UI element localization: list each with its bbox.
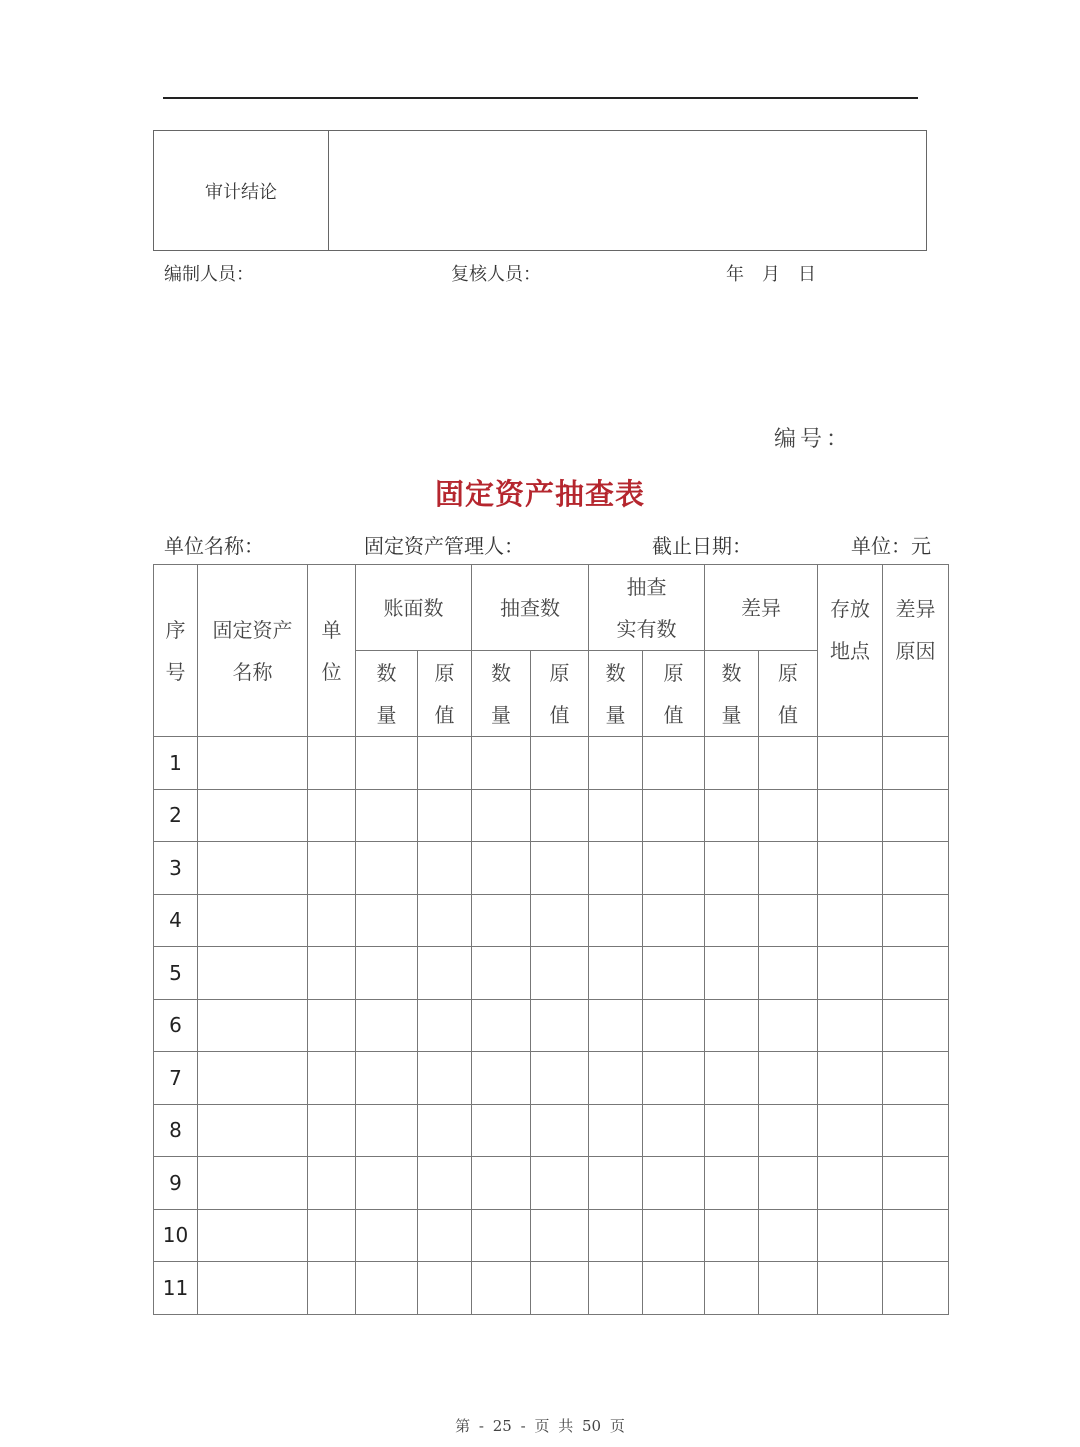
header-diff-reason: 差异 原因: [883, 565, 949, 737]
table-cell[interactable]: [705, 1104, 759, 1157]
table-cell[interactable]: [356, 1157, 418, 1210]
table-row: [154, 1262, 949, 1315]
table-cell[interactable]: [308, 1209, 356, 1262]
header-book: 账面数: [356, 565, 472, 651]
table-cell[interactable]: [883, 947, 949, 1000]
table-cell[interactable]: [472, 947, 531, 1000]
table-cell[interactable]: [705, 999, 759, 1052]
table-cell[interactable]: [198, 1262, 308, 1315]
table-cell[interactable]: [356, 737, 418, 790]
table-cell[interactable]: [589, 1157, 643, 1210]
table-cell[interactable]: [759, 737, 818, 790]
table-cell[interactable]: [705, 1157, 759, 1210]
table-cell[interactable]: [356, 894, 418, 947]
table-cell[interactable]: [418, 1104, 472, 1157]
table-cell[interactable]: [308, 947, 356, 1000]
table-cell[interactable]: [472, 1209, 531, 1262]
header-diff: 差异: [705, 565, 818, 651]
cutoff-date-label: 截止日期：: [652, 534, 752, 558]
table-cell[interactable]: [759, 1104, 818, 1157]
header-rule: [163, 97, 918, 99]
table-cell[interactable]: [759, 1209, 818, 1262]
table-cell[interactable]: [198, 737, 308, 790]
table-cell[interactable]: [883, 1157, 949, 1210]
table-cell[interactable]: [818, 842, 883, 895]
page-footer: 第 - 25 - 页 共 50 页: [455, 1417, 625, 1435]
table-cell[interactable]: [356, 842, 418, 895]
table-row: [154, 999, 949, 1052]
table-cell[interactable]: [883, 789, 949, 842]
header-unit: 单 位: [308, 565, 356, 737]
table-cell[interactable]: [308, 999, 356, 1052]
table-cell[interactable]: [759, 789, 818, 842]
table-cell[interactable]: [531, 947, 589, 1000]
table-cell[interactable]: [418, 1262, 472, 1315]
table-cell[interactable]: [356, 947, 418, 1000]
table-row: [154, 1104, 949, 1157]
table-cell[interactable]: [705, 842, 759, 895]
table-cell[interactable]: [198, 789, 308, 842]
table-cell[interactable]: [472, 1052, 531, 1105]
row-number: 2: [154, 789, 198, 842]
table-cell[interactable]: [418, 1209, 472, 1262]
table-cell[interactable]: [759, 947, 818, 1000]
header-seq: 序 号: [154, 565, 198, 737]
table-cell[interactable]: [705, 789, 759, 842]
table-cell[interactable]: [308, 1052, 356, 1105]
table-cell[interactable]: [643, 947, 705, 1000]
table-cell[interactable]: [356, 1262, 418, 1315]
table-cell[interactable]: [418, 789, 472, 842]
table-cell[interactable]: [883, 999, 949, 1052]
row-number: 3: [154, 842, 198, 895]
row-number: 7: [154, 1052, 198, 1105]
table-cell[interactable]: [643, 1209, 705, 1262]
table-cell[interactable]: [818, 1209, 883, 1262]
asset-manager-label: 固定资产管理人：: [364, 534, 524, 558]
reviewer-label: 复核人员：: [451, 264, 541, 285]
table-cell[interactable]: [472, 1157, 531, 1210]
table-cell[interactable]: [531, 842, 589, 895]
table-cell[interactable]: [531, 1209, 589, 1262]
table-cell[interactable]: [589, 999, 643, 1052]
table-cell[interactable]: [308, 1104, 356, 1157]
table-cell[interactable]: [818, 894, 883, 947]
table-cell[interactable]: [589, 1209, 643, 1262]
header-sample: 抽查数: [472, 565, 589, 651]
table-cell[interactable]: [759, 842, 818, 895]
header-diff-qty: 数 量: [705, 651, 759, 737]
table-cell[interactable]: [531, 999, 589, 1052]
table-cell[interactable]: [472, 999, 531, 1052]
table-cell[interactable]: [705, 737, 759, 790]
table-cell[interactable]: [589, 947, 643, 1000]
table-cell[interactable]: [418, 1052, 472, 1105]
table-cell[interactable]: [883, 842, 949, 895]
table-cell[interactable]: [356, 1052, 418, 1105]
table-cell[interactable]: [198, 842, 308, 895]
table-cell[interactable]: [472, 737, 531, 790]
table-cell[interactable]: [883, 894, 949, 947]
table-cell[interactable]: [759, 999, 818, 1052]
table-cell[interactable]: [643, 894, 705, 947]
table-cell[interactable]: [198, 947, 308, 1000]
table-cell[interactable]: [643, 1157, 705, 1210]
header-actual-value: 原 值: [643, 651, 705, 737]
header-asset-name: 固定资产 名称: [198, 565, 308, 737]
table-cell[interactable]: [308, 894, 356, 947]
audit-conclusion-field[interactable]: [329, 131, 926, 250]
table-cell[interactable]: [643, 789, 705, 842]
row-number: 11: [154, 1262, 198, 1315]
table-cell[interactable]: [308, 1262, 356, 1315]
table-cell[interactable]: [643, 1104, 705, 1157]
table-cell[interactable]: [705, 1052, 759, 1105]
table-cell[interactable]: [198, 894, 308, 947]
table-cell[interactable]: [883, 1104, 949, 1157]
table-cell[interactable]: [418, 1157, 472, 1210]
audit-conclusion-label: 审计结论: [154, 131, 329, 250]
table-cell[interactable]: [198, 1209, 308, 1262]
table-cell[interactable]: [818, 999, 883, 1052]
row-number: 1: [154, 737, 198, 790]
table-cell[interactable]: [818, 737, 883, 790]
table-row: [154, 1209, 949, 1262]
currency-unit-label: 单位：元: [851, 534, 931, 558]
table-cell[interactable]: [643, 1262, 705, 1315]
table-cell[interactable]: [531, 1157, 589, 1210]
table-cell[interactable]: [643, 999, 705, 1052]
table-cell[interactable]: [759, 1262, 818, 1315]
header-book-value: 原 值: [418, 651, 472, 737]
form-title: 固定资产抽查表: [434, 477, 645, 511]
table-cell[interactable]: [418, 737, 472, 790]
table-cell[interactable]: [883, 1262, 949, 1315]
asset-check-table: [153, 564, 949, 1315]
table-cell[interactable]: [356, 1209, 418, 1262]
header-sample-qty: 数 量: [472, 651, 531, 737]
table-cell[interactable]: [198, 1157, 308, 1210]
table-cell[interactable]: [472, 894, 531, 947]
table-cell[interactable]: [589, 842, 643, 895]
table-cell[interactable]: [705, 894, 759, 947]
row-number: 6: [154, 999, 198, 1052]
table-cell[interactable]: [818, 1262, 883, 1315]
table-row: [154, 947, 949, 1000]
table-cell[interactable]: [418, 947, 472, 1000]
table-cell[interactable]: [418, 894, 472, 947]
table-cell[interactable]: [883, 1209, 949, 1262]
table-cell[interactable]: [531, 1104, 589, 1157]
header-row-1: [154, 565, 949, 651]
table-cell[interactable]: [883, 737, 949, 790]
table-cell[interactable]: [589, 1104, 643, 1157]
table-cell[interactable]: [308, 842, 356, 895]
row-number: 4: [154, 894, 198, 947]
table-cell[interactable]: [759, 894, 818, 947]
table-cell[interactable]: [818, 1052, 883, 1105]
table-cell[interactable]: [418, 842, 472, 895]
table-row: [154, 894, 949, 947]
header-actual: 抽查 实有数: [589, 565, 705, 651]
row-number: 10: [154, 1209, 198, 1262]
table-cell[interactable]: [818, 1104, 883, 1157]
row-number: 8: [154, 1104, 198, 1157]
row-number: 5: [154, 947, 198, 1000]
table-cell[interactable]: [818, 1157, 883, 1210]
table-cell[interactable]: [356, 789, 418, 842]
table-row: [154, 789, 949, 842]
header-sample-value: 原 值: [531, 651, 589, 737]
table-cell[interactable]: [308, 789, 356, 842]
form-number-label: 编号：: [774, 427, 853, 452]
table-cell[interactable]: [643, 842, 705, 895]
table-cell[interactable]: [705, 1262, 759, 1315]
table-cell[interactable]: [418, 999, 472, 1052]
table-cell[interactable]: [759, 1157, 818, 1210]
table-cell[interactable]: [705, 947, 759, 1000]
table-cell[interactable]: [472, 1104, 531, 1157]
table-cell[interactable]: [356, 999, 418, 1052]
table-cell[interactable]: [198, 999, 308, 1052]
table-cell[interactable]: [198, 1104, 308, 1157]
unit-name-label: 单位名称：: [164, 534, 264, 558]
table-cell[interactable]: [705, 1209, 759, 1262]
table-cell[interactable]: [643, 1052, 705, 1105]
table-cell[interactable]: [472, 1262, 531, 1315]
header-book-qty: 数 量: [356, 651, 418, 737]
table-cell[interactable]: [818, 789, 883, 842]
table-cell[interactable]: [531, 1262, 589, 1315]
row-number: 9: [154, 1157, 198, 1210]
table-cell[interactable]: [589, 894, 643, 947]
table-cell[interactable]: [531, 1052, 589, 1105]
header-location: 存放 地点: [818, 565, 883, 737]
table-cell[interactable]: [589, 1052, 643, 1105]
table-cell[interactable]: [356, 1104, 418, 1157]
table-row: [154, 1052, 949, 1105]
date-label: 年 月 日: [726, 264, 816, 285]
table-cell[interactable]: [308, 737, 356, 790]
table-cell[interactable]: [643, 737, 705, 790]
audit-conclusion-box: [153, 130, 927, 251]
table-cell[interactable]: [589, 789, 643, 842]
table-cell[interactable]: [531, 894, 589, 947]
table-row: [154, 1157, 949, 1210]
table-row: [154, 737, 949, 790]
table-cell[interactable]: [883, 1052, 949, 1105]
table-cell[interactable]: [818, 947, 883, 1000]
header-actual-qty: 数 量: [589, 651, 643, 737]
preparer-label: 编制人员：: [164, 264, 254, 285]
header-diff-value: 原 值: [759, 651, 818, 737]
table-cell[interactable]: [589, 1262, 643, 1315]
table-cell[interactable]: [589, 737, 643, 790]
table-cell[interactable]: [472, 842, 531, 895]
table-row: [154, 842, 949, 895]
table-cell[interactable]: [759, 1052, 818, 1105]
table-cell[interactable]: [531, 737, 589, 790]
table-cell[interactable]: [198, 1052, 308, 1105]
table-cell[interactable]: [472, 789, 531, 842]
table-cell[interactable]: [308, 1157, 356, 1210]
table-cell[interactable]: [531, 789, 589, 842]
